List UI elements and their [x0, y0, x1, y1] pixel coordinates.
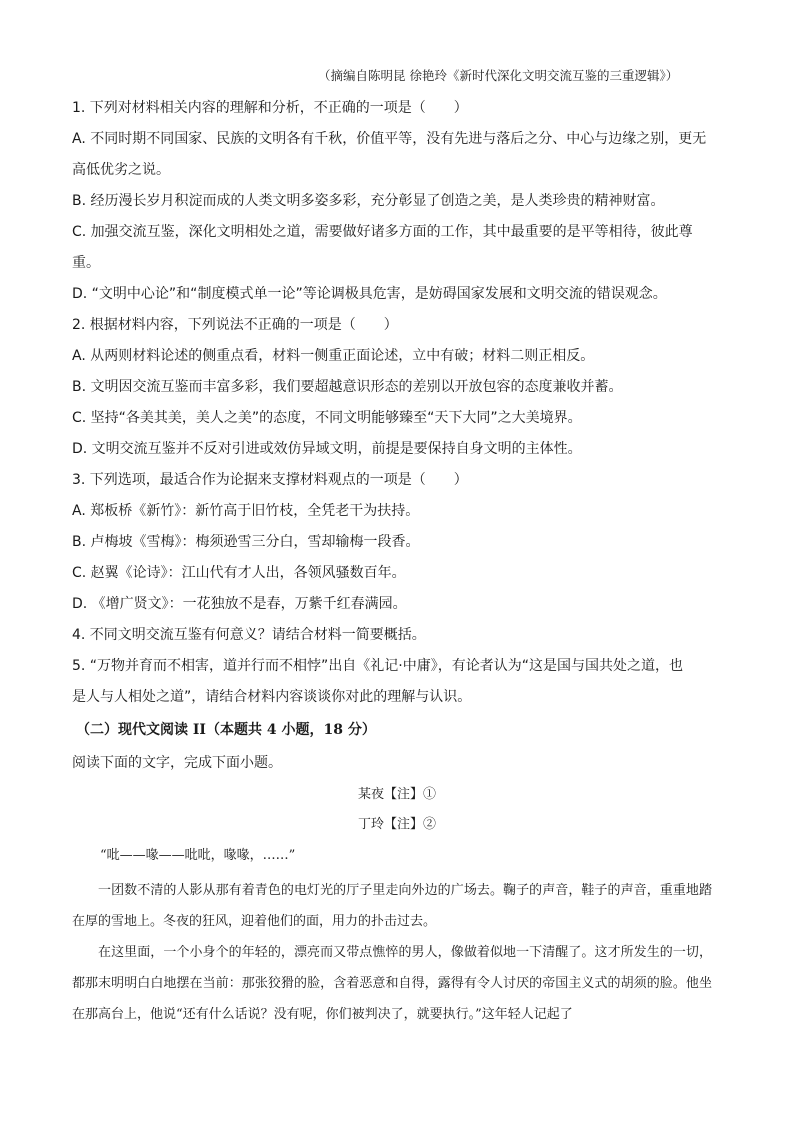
question-3-option-c: C. 赵翼《论诗》：江山代有才人出，各领风骚数百年。	[72, 565, 406, 581]
story-title: 某夜【注】①	[357, 787, 436, 802]
question-2-option-a: A. 从两则材料论述的侧重点看，材料一侧重正面论述，立中有破；材料二则正相反。	[72, 348, 595, 364]
question-2-stem: 2. 根据材料内容，下列说法不正确的一项是（ ）	[72, 317, 398, 333]
question-3-option-d: D. 《增广贤文》：一花独放不是春，万紫千红春满园。	[72, 596, 407, 612]
question-4-stem: 4. 不同文明交流互鉴有何意义？请结合材料一简要概括。	[72, 627, 426, 643]
question-3-stem: 3. 下列选项，最适合作为论据来支撑材料观点的一项是（ ）	[72, 472, 468, 488]
section-instruction: 阅读下面的文字，完成下面小题。	[72, 755, 282, 771]
question-1-option-a-cont: 高低优劣之说。	[72, 162, 170, 178]
question-1-option-b: B. 经历漫长岁月积淀而成的人类文明多姿多彩，充分彰显了创造之美，是人类珍贵的精神财富。	[72, 193, 665, 209]
question-2-option-c: C. 坚持“各美其美，美人之美”的态度，不同文明能够臻至“天下大同”之大美境界。	[72, 410, 582, 426]
question-1-option-c: C. 加强交流互鉴，深化文明相处之道，需要做好诸多方面的工作，其中最重要的是平等相待，彼此尊	[72, 224, 693, 240]
question-1-option-a: A. 不同时期不同国家、民族的文明各有千秋，价值平等，没有先进与落后之分、中心与边缘之别，更无	[72, 131, 707, 147]
story-paragraph-2: 在这里面，一个小身个的年轻的，漂亮而又带点憔悴的男人，像做着似地一下清醒了。这才所发生的一切，都那末明明白白地摆在当前：那张狡猾的脸，含着恶意和自得，露得有令人讨厌的帝国主义式的胡须的脸。他坐在那高台上，他说“还有什么话说？没有呢，你们被判决了，就要执行。”这年轻人记起了	[72, 945, 712, 1022]
question-2-option-b: B. 文明因交流互鉴而丰富多彩，我们要超越意识形态的差别以开放包容的态度兼收并蓄。	[72, 379, 623, 395]
question-3-option-a: A. 郑板桥《新竹》：新竹高于旧竹枝，全凭老干为扶持。	[72, 503, 420, 519]
section-heading: （二）现代文阅读 II（本题共 4 小题，18 分）	[76, 722, 376, 738]
story-author: 丁玲【注】②	[357, 817, 436, 832]
story-paragraph-1: 一团数不清的人影从那有着青色的电灯光的厅子里走向外边的广场去。鞠子的声音，鞋子的声音，重重地踏在厚的雪地上。冬夜的狂风，迎着他们的面，用力的扑击过去。	[72, 883, 712, 929]
question-5-stem-cont: 是人与人相处之道”，请结合材料内容谈谈你对此的理解与认识。	[72, 689, 472, 705]
question-1-option-c-cont: 重。	[72, 255, 100, 271]
source-note: （摘编自陈明昆 徐艳玲《新时代深化文明交流互鉴的三重逻辑》）	[318, 68, 679, 83]
story-dialog: “吡——喙——吡吡，喙喙，……”	[100, 848, 296, 863]
question-5-stem: 5. “万物并育而不相害，道并行而不相悖”出自《礼记·中庸》，有论者认为“这是国与国共处之道，也	[72, 658, 684, 674]
question-3-option-b: B. 卢梅坡《雪梅》：梅须逊雪三分白，雪却输梅一段香。	[72, 534, 420, 550]
question-1-option-d: D. “文明中心论”和“制度模式单一论”等论调极具危害，是妨碍国家发展和文明交流的错误观念。	[72, 286, 667, 302]
question-2-option-d: D. 文明交流互鉴并不反对引进或效仿异域文明，前提是要保持自身文明的主体性。	[72, 441, 582, 457]
question-1-stem: 1. 下列对材料相关内容的理解和分析，不正确的一项是（ ）	[72, 100, 468, 116]
